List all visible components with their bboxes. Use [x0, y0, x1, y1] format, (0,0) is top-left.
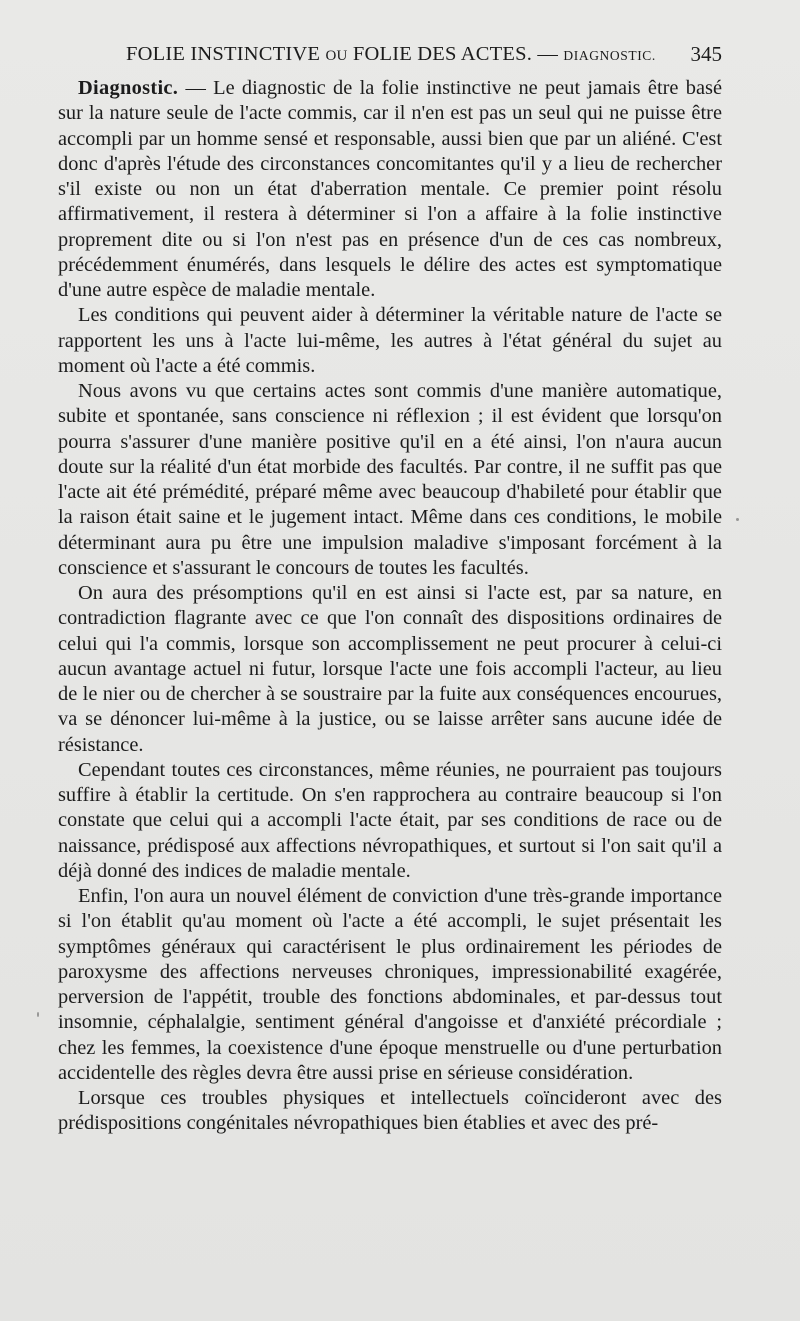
paragraph-text: Nous avons vu que certains actes sont commis d'une manière automatique, subite et spontanée, sans conscience ni réflexion ; il est évident que lorsqu'on pourra s'assurer d'une manière positive qu'il en a été ainsi, l'on n'aura aucun doute sur la réalité d'un état morbide des facultés. Par contre, il ne suffit pas que l'acte ait été prémédité, préparé même avec beaucoup d'habileté pour établir que la raison était saine et le jugement intact. Même dans ces conditions, le mobile déterminant aura pu être une impulsion maladive s'imposant forcément à la conscience et s'assurant le concours de toutes les facultés.	[58, 380, 722, 579]
body-text	[58, 76, 722, 1137]
paragraph	[58, 1086, 722, 1137]
paragraph-text: — Le diagnostic de la folie instinctive ne peut jamais être basé sur la nature seule de l'acte commis, car il n'en est pas un seul qui ne puisse être accompli par un homme sensé et responsable, aussi bien que par un aliéné. C'est donc d'après l'étude des circonstances concomitantes qu'il y a lieu de rechercher s'il existe ou non un état d'aberration mentale. Ce premier point résolu affirmativement, il restera à déterminer si l'on a affaire à la folie instinctive proprement dite ou si l'on n'est pas en présence d'un de ces cas nombreux, précédemment énumérés, dans lesquels le délire des actes est symptomatique d'une autre espèce de maladie mentale.	[58, 77, 722, 301]
paragraph	[58, 758, 722, 884]
paragraph	[58, 581, 722, 758]
paragraph-text: Cependant toutes ces circonstances, même réunies, ne pourraient pas toujours suffire à établir la certitude. On s'en rapprochera au contraire beaucoup si l'on constate que celui qui a accompli l'acte était, par ses conditions de race ou de naissance, prédisposé aux affections névropathiques, et surtout si l'on sait qu'il a déjà donné des indices de maladie mentale.	[58, 758, 722, 882]
paragraph	[58, 884, 722, 1086]
paragraph	[58, 76, 722, 303]
paragraph-text: On aura des présomptions qu'il en est ainsi si l'acte est, par sa nature, en contradiction flagrante avec ce que l'on connaît des dispositions ordinaires de celui qui l'a commis, lorsque son accomplissement ne peut procurer à celui-ci aucun avantage actuel ni futur, lorsque l'acte une fois accompli l'acteur, au lieu de le nier ou de chercher à se soustraire par la fuite aux conséquences encourues, va se dénoncer lui-même à la justice, ou se laisse arrêter sans aucune idée de résistance.	[58, 582, 722, 756]
paper-speck	[736, 518, 739, 521]
paragraph	[58, 379, 722, 581]
running-title-part2: FOLIE DES ACTES.	[352, 43, 533, 65]
paragraph-text: Les conditions qui peuvent aider à déterminer la véritable nature de l'acte se rapportent les uns à l'acte lui-même, les autres à l'état général du sujet au moment où l'acte a été commis.	[58, 304, 722, 377]
running-title	[126, 40, 656, 70]
paper-speck	[37, 1012, 39, 1017]
paragraph-text: Lorsque ces troubles physiques et intellectuels coïncideront avec des prédispositions congénitales névropathiques bien établies et avec des pré-	[58, 1087, 722, 1135]
section-heading: Diagnostic.	[78, 77, 179, 99]
running-title-part1: FOLIE INSTINCTIVE	[126, 43, 321, 65]
page-number: 345	[690, 42, 722, 66]
running-title-ou: OU	[325, 48, 348, 64]
paragraph-text: Enfin, l'on aura un nouvel élément de conviction d'une très-grande importance si l'on établit qu'au moment où l'acte a été accompli, le sujet présentait les symptômes généraux qui caractérisent le plus ordinairement les périodes de paroxysme des affections nerveuses chroniques, impressionabilité exagérée, perversion de l'appétit, trouble des fonctions abdominales, et par-dessus tout insomnie, céphalalgie, sentiment général d'angoisse et d'anxiété précordiale ; chez les femmes, la coexistence d'une époque menstruelle ou d'une perturbation accidentelle des règles devra être aussi prise en sérieuse considération.	[58, 885, 722, 1084]
running-head	[58, 40, 722, 68]
running-section: DIAGNOSTIC.	[563, 48, 656, 63]
paragraph	[58, 303, 722, 379]
running-title-dash: —	[537, 43, 559, 65]
